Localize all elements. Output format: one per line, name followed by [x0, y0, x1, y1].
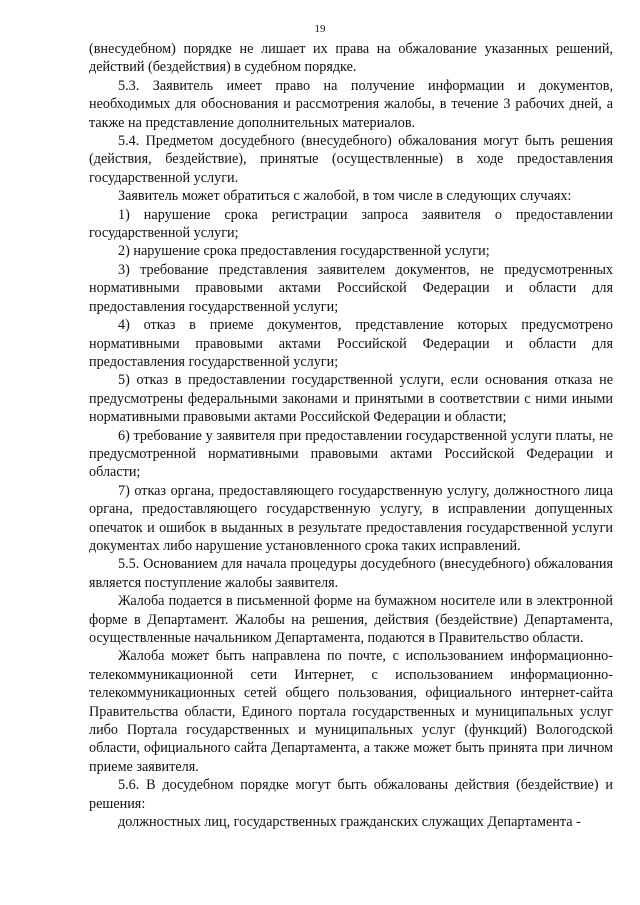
paragraph-cases-intro: Заявитель может обратиться с жалобой, в том числе в следующих случаях: — [118, 188, 572, 205]
document-body — [89, 40, 613, 831]
list-item-1: 1) нарушение срока регистрации запроса заявителя о предоставлении государственной услуги; — [89, 206, 613, 242]
list-item-7: 7) отказ органа, предоставляющего государственную услугу, должностного лица органа, предоставляющего государственную услугу, в исправлении допущенных опечаток и ошибок в выданных в результате предоставления государственной услуги документах либо нарушение установленного срока таких исправлений. — [89, 482, 613, 554]
paragraph-complaint-channels: Жалоба может быть направлена по почте, с использованием информационно-телекоммуникационной сети Интернет, с использованием информационно-телекоммуникационных сетей общего пользования, официального интернет-сайта Правительства области, Единого портала государственных и муниципальных услуг либо Портала государственных и муниципальных услуг (функций) Вологодской области, официального сайта Департамента, а также может быть принята при личном приеме заявителя. — [89, 648, 613, 775]
paragraph-5-5: 5.5. Основанием для начала процедуры досудебного (внесудебного) обжалования является поступление жалобы заявителя. — [89, 556, 613, 591]
list-item-5: 5) отказ в предоставлении государственной услуги, если основания отказа не предусмотрены федеральными законами и принятыми в соответствии с ними иными нормативными правовыми актами Российской Федерации и области; — [89, 372, 613, 426]
list-item-6: 6) требование у заявителя при предоставлении государственной услуги платы, не предусмотренной нормативными правовыми актами Российской Федерации и области; — [89, 427, 613, 481]
list-item-4: 4) отказ в приеме документов, представление которых предусмотрено нормативными правовыми актами Российской Федерации и области для предоставления государственной услуги; — [89, 317, 613, 370]
list-item-3: 3) требование представления заявителем документов, не предусмотренных нормативными правовыми актами Российской Федерации и области для предоставления государственной услуги; — [89, 261, 613, 315]
paragraph-officials: должностных лиц, государственных гражданских служащих Департамента - — [118, 814, 581, 831]
paragraph-5-6: 5.6. В досудебном порядке могут быть обжалованы действия (бездействие) и решения: — [89, 777, 613, 812]
paragraph-5-3: 5.3. Заявитель имеет право на получение информации и документов, необходимых для обоснования и рассмотрения жалобы, в течение 3 рабочих дней, а также на представление дополнительных материалов. — [89, 77, 613, 131]
list-item-2: 2) нарушение срока предоставления государственной услуги; — [118, 243, 490, 260]
page-number: 19 — [314, 23, 326, 35]
paragraph-complaint-form: Жалоба подается в письменной форме на бумажном носителе или в электронной форме в Департамент. Жалобы на решения, действия (бездействие) Департамента, осуществленные начальником Департамента, подаются в Правительство области. — [89, 593, 613, 646]
paragraph-5-4: 5.4. Предметом досудебного (внесудебного) обжалования могут быть решения (действия, бездействие), принятые (осуществленные) в ходе предоставления государственной услуги. — [89, 133, 613, 186]
paragraph-continuation: (внесудебном) порядке не лишает их права на обжалование указанных решений, действий (бездействия) в судебном порядке. — [89, 41, 613, 76]
